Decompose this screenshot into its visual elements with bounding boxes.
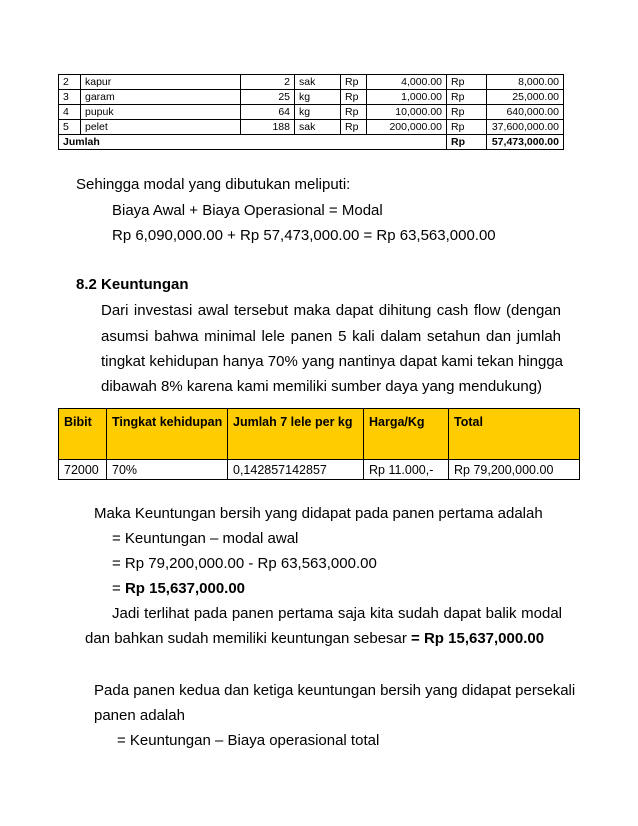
profit-result: = Rp 15,637,000.00 bbox=[112, 580, 246, 597]
table-row bbox=[59, 75, 564, 90]
cell: 0,142857142857 bbox=[228, 460, 364, 480]
profit-intro: Maka Keuntungan bersih yang didapat pada panen pertama adalah bbox=[94, 505, 543, 522]
cell-qty: 2 bbox=[241, 75, 295, 90]
total-label: Jumlah bbox=[59, 135, 447, 150]
cashflow-header-row bbox=[59, 409, 580, 460]
cell-cur2: Rp bbox=[447, 105, 487, 120]
cell: Rp 79,200,000.00 bbox=[449, 460, 580, 480]
cell-total: 640,000.00 bbox=[487, 105, 564, 120]
table-row bbox=[59, 90, 564, 105]
cell-unit: kg bbox=[295, 105, 341, 120]
cell-cur2: Rp bbox=[447, 90, 487, 105]
conclusion-line: Jadi terlihat pada panen pertama saja kita sudah dapat balik modal bbox=[112, 605, 562, 622]
conclusion-line: dan bahkan sudah memiliki keuntungan sebesar = Rp 15,637,000.00 bbox=[85, 630, 545, 647]
column-header: Harga/Kg bbox=[364, 409, 449, 460]
modal-formula: Biaya Awal + Biaya Operasional = Modal bbox=[112, 202, 383, 219]
profit-equation: = Rp 79,200,000.00 - Rp 63,563,000.00 bbox=[112, 555, 377, 572]
section-heading: 8.2 Keuntungan bbox=[76, 276, 189, 293]
profit-value: Rp 15,637,000.00 bbox=[124, 580, 246, 597]
cell: Rp 11.000,- bbox=[364, 460, 449, 480]
modal-intro: Sehingga modal yang dibutukan meliputi: bbox=[76, 176, 351, 193]
cell-item: pupuk bbox=[81, 105, 241, 120]
cell-cur1: Rp bbox=[341, 105, 367, 120]
column-header: Jumlah 7 lele per kg bbox=[228, 409, 364, 460]
cell-price: 10,000.00 bbox=[367, 105, 447, 120]
cell-total: 37,600,000.00 bbox=[487, 120, 564, 135]
column-header: Tingkat kehidupan bbox=[107, 409, 228, 460]
cell-item: pelet bbox=[81, 120, 241, 135]
cell: 72000 bbox=[59, 460, 107, 480]
cell-cur1: Rp bbox=[341, 75, 367, 90]
modal-calculation: Rp 6,090,000.00 + Rp 57,473,000.00 = Rp 63,563,000.00 bbox=[112, 227, 496, 244]
cell-price: 200,000.00 bbox=[367, 120, 447, 135]
table-total-row bbox=[59, 135, 564, 150]
cell-unit: sak bbox=[295, 120, 341, 135]
table-row bbox=[59, 105, 564, 120]
profit-equation: = Keuntungan – modal awal bbox=[112, 530, 299, 547]
cell-price: 4,000.00 bbox=[367, 75, 447, 90]
cell-qty: 188 bbox=[241, 120, 295, 135]
total-value: 57,473,000.00 bbox=[487, 135, 564, 150]
cell-qty: 64 bbox=[241, 105, 295, 120]
cell-cur1: Rp bbox=[341, 90, 367, 105]
cell-no: 3 bbox=[59, 90, 81, 105]
cell-qty: 25 bbox=[241, 90, 295, 105]
cell-no: 4 bbox=[59, 105, 81, 120]
cell-price: 1,000.00 bbox=[367, 90, 447, 105]
cell-item: garam bbox=[81, 90, 241, 105]
cell-total: 8,000.00 bbox=[487, 75, 564, 90]
paragraph-line: asumsi bahwa minimal lele panen 5 kali dalam setahun dan jumlah bbox=[101, 328, 561, 345]
table-row bbox=[59, 460, 580, 480]
cell-cur1: Rp bbox=[341, 120, 367, 135]
cell-no: 5 bbox=[59, 120, 81, 135]
cashflow-table bbox=[58, 408, 580, 480]
column-header: Total bbox=[449, 409, 580, 460]
total-currency: Rp bbox=[447, 135, 487, 150]
paragraph-line: dibawah 8% karena kami memiliki sumber daya yang mendukung) bbox=[101, 378, 543, 395]
column-header: Bibit bbox=[59, 409, 107, 460]
second-harvest-line: Pada panen kedua dan ketiga keuntungan bersih yang didapat persekali bbox=[94, 682, 576, 699]
second-harvest-line: panen adalah bbox=[94, 707, 185, 724]
cell-cur2: Rp bbox=[447, 75, 487, 90]
cell-no: 2 bbox=[59, 75, 81, 90]
paragraph-line: tingkat kehidupan hanya 70% yang nantinya dapat kami tekan hingga bbox=[101, 353, 564, 370]
cell-unit: sak bbox=[295, 75, 341, 90]
cost-table bbox=[58, 74, 564, 150]
cell-total: 25,000.00 bbox=[487, 90, 564, 105]
paragraph-line: Dari investasi awal tersebut maka dapat dihitung cash flow (dengan bbox=[101, 302, 561, 319]
table-row bbox=[59, 120, 564, 135]
cell-unit: kg bbox=[295, 90, 341, 105]
second-harvest-equation: = Keuntungan – Biaya operasional total bbox=[117, 732, 380, 749]
cell-item: kapur bbox=[81, 75, 241, 90]
cell-cur2: Rp bbox=[447, 120, 487, 135]
conclusion-value: = Rp 15,637,000.00 bbox=[411, 630, 545, 647]
cell: 70% bbox=[107, 460, 228, 480]
